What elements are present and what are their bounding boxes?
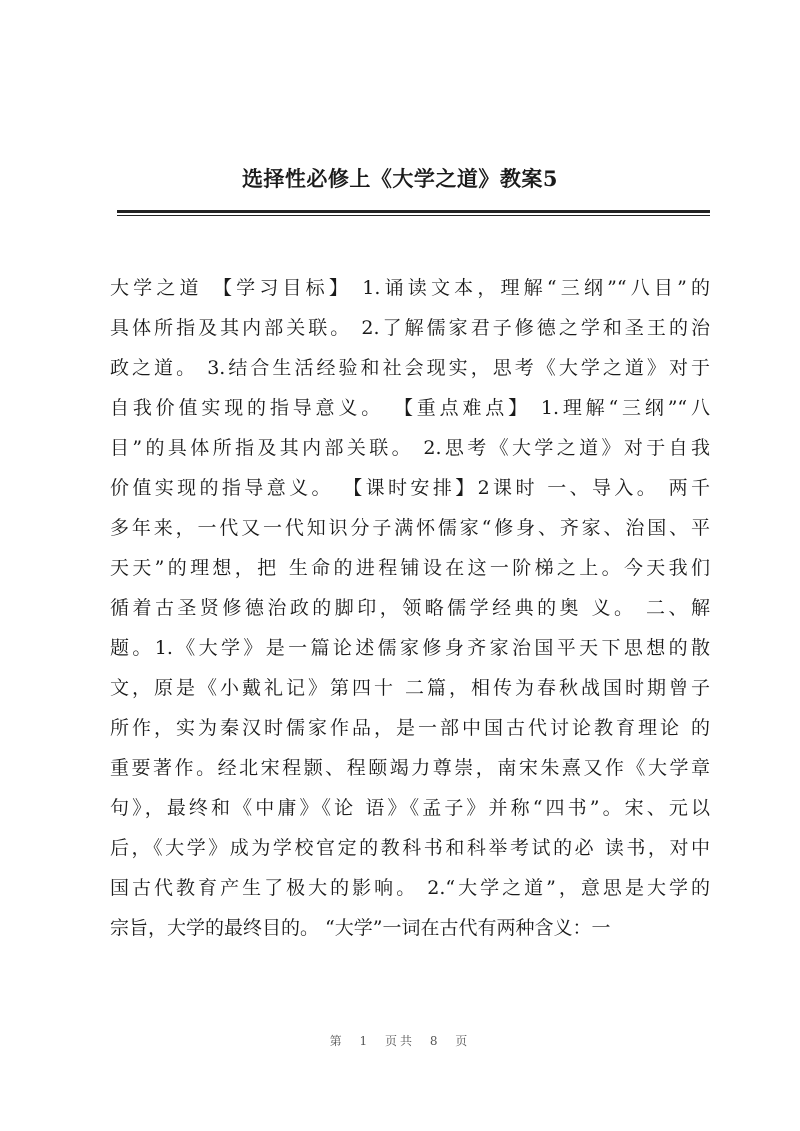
body-line: 自我价值实现的指导意义。 【重点难点】 1.理解“三纲”“八 xyxy=(110,397,710,419)
body-line: 政之道。 3.结合生活经验和社会现实，思考《大学之道》对于 xyxy=(110,357,710,379)
document-body xyxy=(110,268,710,948)
page-footer xyxy=(0,1032,800,1049)
body-line: 具体所指及其内部关联。 2.了解儒家君子修德之学和圣王的治 xyxy=(110,317,710,339)
body-line: 多年来，一代又一代知识分子满怀儒家“修身、齐家、治国、平 xyxy=(110,517,710,539)
body-line: 价值实现的指导意义。 【课时安排】2课时 一、导入。 两千 xyxy=(110,477,710,499)
title-rule-thin xyxy=(117,215,710,216)
footer-total-pages: 8 xyxy=(429,1034,441,1048)
body-line: 文，原是《小戴礼记》第四十 二篇，相传为春秋战国时期曾子 xyxy=(110,677,710,699)
body-line: 句》，最终和《中庸》《论 语》《孟子》并称“四书”。宋、元以 xyxy=(110,797,710,819)
title-rule-thick xyxy=(117,210,710,213)
body-line: 重要著作。经北宋程颢、程颐竭力尊崇，南宋朱熹又作《大学章 xyxy=(110,757,710,779)
body-line: 后，《大学》成为学校官定的教科书和科举考试的必 读书，对中 xyxy=(110,837,710,859)
footer-middle: 页共 xyxy=(384,1034,415,1048)
body-line: 目”的具体所指及其内部关联。 2.思考《大学之道》对于自我 xyxy=(110,437,710,459)
footer-page-number: 1 xyxy=(359,1034,371,1048)
document-title: 选择性必修上《大学之道》教案5 xyxy=(241,166,559,191)
body-line: 大学之道 【学习目标】 1.诵读文本，理解“三纲”“八目”的 xyxy=(110,277,710,299)
body-line: 天天”的理想，把 生命的进程铺设在这一阶梯之上。今天我们 xyxy=(110,557,710,579)
footer-suffix: 页 xyxy=(455,1034,471,1048)
body-line: 所作，实为秦汉时儒家作品，是一部中国古代讨论教育理论 的 xyxy=(110,717,710,739)
footer-prefix: 第 xyxy=(329,1034,345,1048)
body-line: 题。1.《大学》是一篇论述儒家修身齐家治国平天下思想的散 xyxy=(110,637,710,659)
body-line: 国古代教育产生了极大的影响。 2.“大学之道”，意思是大学的 xyxy=(110,877,710,899)
body-line: 宗旨，大学的最终目的。 “大学”一词在古代有两种含义：一 xyxy=(110,917,611,939)
body-line: 循着古圣贤修德治政的脚印，领略儒学经典的奥 义。 二、解 xyxy=(110,597,710,619)
